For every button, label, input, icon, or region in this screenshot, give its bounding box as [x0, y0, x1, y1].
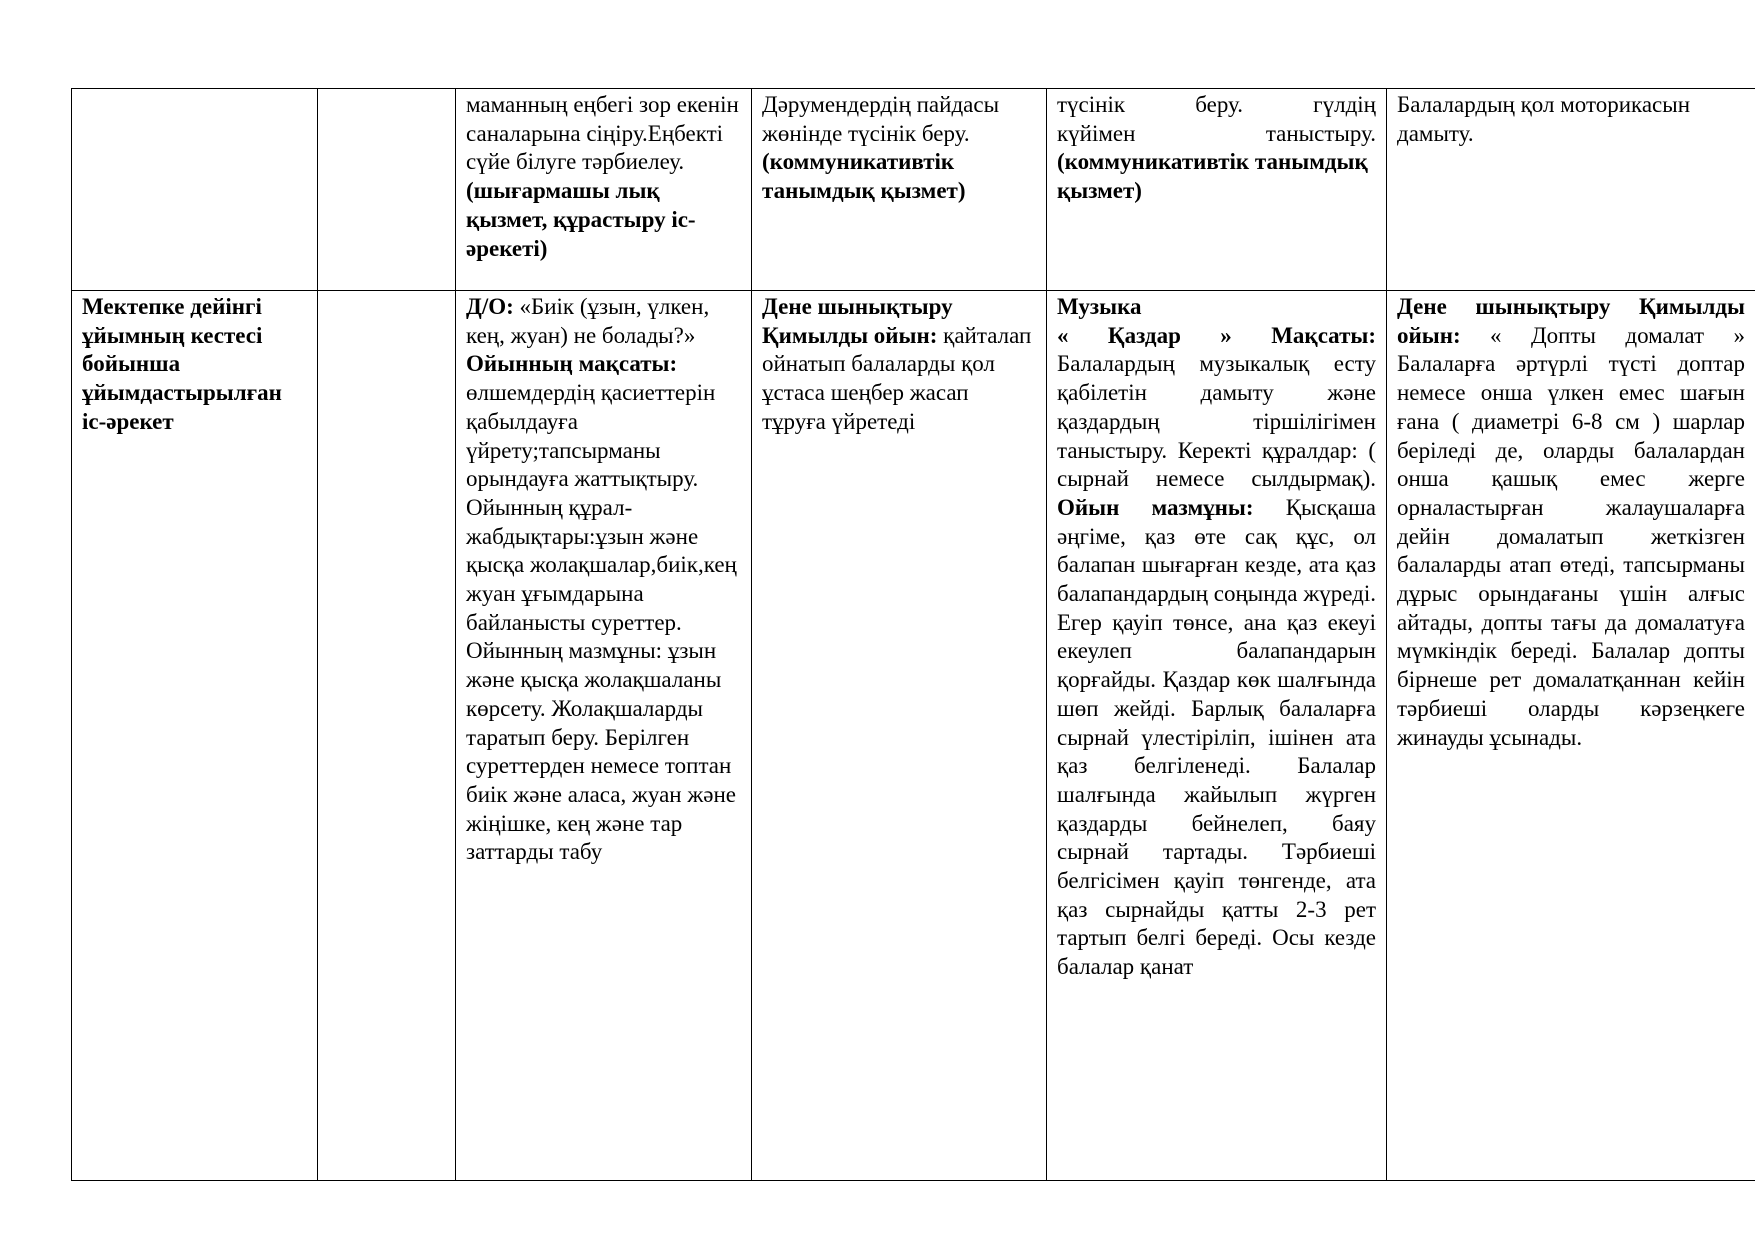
activity-type-label: (шығармашы лық қызмет, құрастыру іс-әрекеті) [466, 178, 696, 261]
cell-r2-c6 [1387, 291, 1755, 1181]
table-row [72, 89, 1755, 291]
game-title: « Қаздар » Мақсаты: [1057, 322, 1376, 348]
cell-text: қайталап ойнатып балаларды қол ұстаса шеңбер жасап тұруға үйретеді [762, 322, 1032, 434]
activity-heading: Музыка [1057, 294, 1142, 319]
activity-heading: Дене шынықтыру Қимылды ойын: [762, 294, 953, 348]
cell-r1-c4 [752, 89, 1047, 291]
cell-r2-c5 [1047, 291, 1387, 1181]
cell-text: « Допты домалат » Балаларға әртүрлі түсті доптар немесе онша үлкен емес шағын ғана ( диаметрі 6-8 см ) шарлар беріледі де, оларды балалардан онша қашық емес жерге орналастырған жалаушаларға дейін домалатып жеткізген балаларды атап өтеді, тапсырманы дұрыс орындағаны үшін алғыс айтады, допты тағы да домалатуға мүмкіндік береді. Балалар допты бірнеше рет домалатқаннан кейін тәрбиеші оларды кәрзеңкеге жинауды ұсынады. [1397, 322, 1746, 750]
cell-text-line: түсінік беру. гүлдің [1057, 92, 1376, 117]
schedule-table [71, 88, 1755, 1181]
game-title: «Биік (ұзын, үлкен, кең, жуан) не болады?» [466, 294, 710, 348]
cell-r2-c4 [752, 291, 1047, 1181]
cell-r1-c2 [318, 89, 456, 291]
cell-r2-c1 [72, 291, 318, 1181]
cell-r1-c3 [456, 89, 752, 291]
cell-r2-c3 [456, 291, 752, 1181]
activity-heading: Дене шынықтыру Қимылды ойын: [1397, 294, 1745, 348]
cell-r1-c1 [72, 89, 318, 291]
row-heading: Мектепке дейінгі ұйымның кестесі бойынша ұйымдастырылған іс-әрекет [82, 294, 282, 434]
cell-text: Балалардың қол моторикасын дамыту. [1397, 92, 1691, 146]
cell-text: өлшемдердің қасиеттерін қабылдауға үйрету;тапсырманы орындауға жаттықтыру. Ойынның құрал-жабдықтары:ұзын және қысқа жолақшалар,биік,кең жуан ұғымдарына байланысты суреттер. Ойынның мазмұны: ұзын және қысқа жолақшаланы көрсету. Жолақшаларды таратып беру. Берілген суреттерден немесе топтан биік және аласа, жуан және жіңішке, кең және тар заттарды табу [466, 380, 737, 865]
cell-text: Балалардың музыкалық есту қабілетін дамыту және қаздардың тіршілігімен таныстыру. Керекті құралдар: ( сырнай немесе сылдырмақ). [1057, 351, 1376, 492]
game-label: Д/О: [466, 294, 514, 319]
cell-r1-c6 [1387, 89, 1755, 291]
table-row [72, 291, 1755, 1181]
cell-r1-c5 [1047, 89, 1387, 291]
activity-type-label: (коммуникативтік танымдық қызмет) [1057, 149, 1368, 204]
activity-type-label: (коммуникативтік танымдық қызмет) [762, 149, 966, 204]
cell-text: Қысқаша әңгіме, қаз өте сақ құс, ол балапан шығарған кезде, ата қаз балапандардың соңында жүреді. Егер қауіп төнсе, ана қаз екеуі екеулеп балапандарын қорғайды. Қаздар көк шалғында шөп жейді. Барлық балаларға сырнай үлестіріліп, ішінен ата қаз белгіленеді. Балалар шалғында жайылып жүрген қаздарды бейнелеп, баяу сырнай тартады. Тәрбиеші белгісімен қауіп төнгенде, ата қаз сырнайды қатты 2-3 рет тартып белгі береді. Осы кезде балалар қанат [1057, 494, 1376, 980]
content-label: Ойын мазмұны: [1057, 494, 1254, 520]
cell-r2-c2 [318, 291, 456, 1181]
cell-text: Дәрумендердің пайдасы жөнінде түсінік беру. [762, 92, 1000, 146]
cell-text-line: күйімен таныстыру. [1057, 120, 1376, 146]
goal-label: Ойынның мақсаты: [466, 351, 678, 377]
cell-text: маманның еңбегі зор екенін саналарына сіңіру.Еңбекті сүйе білуге тәрбиелеу. [466, 92, 739, 175]
